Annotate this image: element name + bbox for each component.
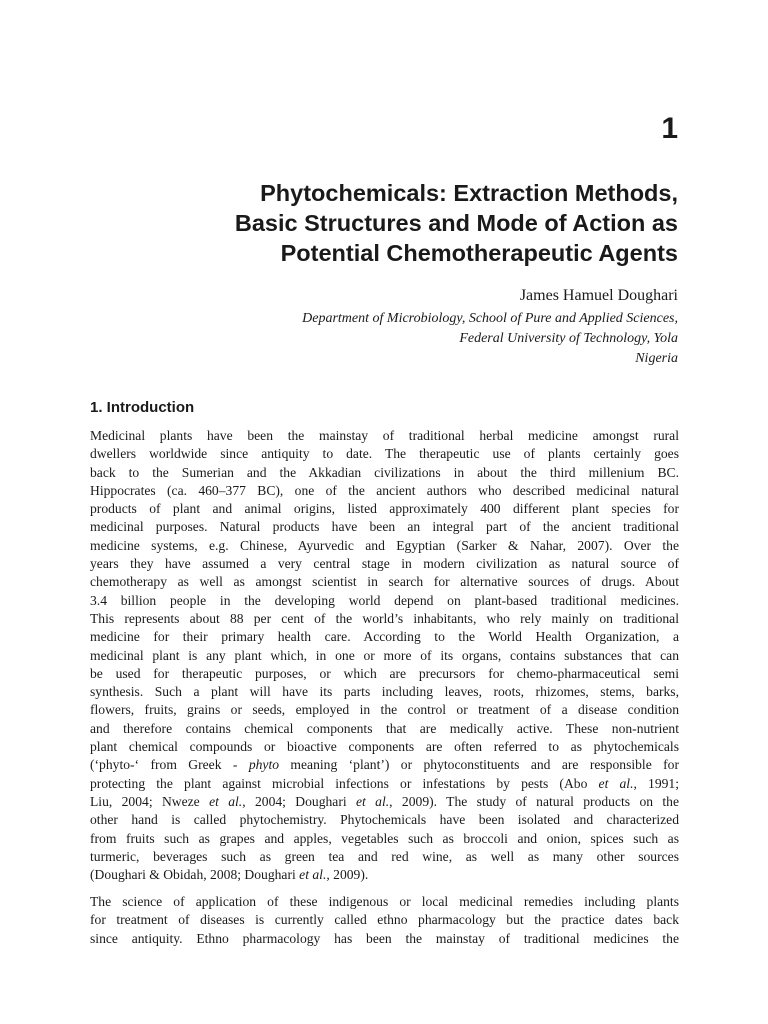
text-line: back to the Sumerian and the Akkadian civilizations in about the third millenium BC. (90, 464, 679, 480)
text-line: (‘phyto-‘ from Greek - phyto meaning ‘plant’) or phytoconstituents and are responsible for (90, 757, 679, 773)
affiliation-line: Department of Microbiology, School of Pure and Applied Sciences, (302, 311, 678, 326)
text-line: years they have assumed a very central stage in modern civilization as natural source of (90, 556, 679, 572)
chapter-title-line: Basic Structures and Mode of Action as (234, 210, 678, 236)
text-line: flowers, fruits, grains or seeds, employed in the control or treatment of a disease condition (90, 702, 679, 718)
section-heading: 1. Introduction (90, 399, 195, 416)
text-line: Medicinal plants have been the mainstay of traditional herbal medicine amongst rural (90, 428, 679, 443)
author-affiliation (158, 309, 678, 369)
paragraph-introduction-2 (90, 893, 679, 948)
affiliation-line: Federal University of Technology, Yola (459, 331, 678, 346)
text-line: other hand is called phytochemistry. Phytochemicals have been isolated and characterized (90, 812, 679, 828)
chapter-title (118, 178, 678, 268)
text-line: This represents about 88 per cent of the world’s inhabitants, who rely mainly on traditional (90, 610, 679, 626)
paragraph-introduction-1 (90, 427, 679, 884)
text-line: medicine for their primary health care. According to the World Health Organization, a (90, 629, 679, 645)
text-line: be used for therapeutic purposes, or which are precursors for chemo-pharmaceutical semi (90, 665, 679, 681)
chapter-title-line: Potential Chemotherapeutic Agents (280, 240, 678, 266)
text-line: medicinal plant is any plant which, in one or more of its organs, contains substances that can (90, 647, 679, 663)
text-line: chemotherapy as well as amongst scientist in search for alternative sources of drugs. About (90, 574, 679, 590)
text-line: products of plant and animal origins, listed approximately 400 different plant species for (90, 501, 679, 517)
affiliation-line: Nigeria (635, 351, 678, 366)
text-line: synthesis. Such a plant will have its parts including leaves, roots, rhizomes, stems, barks, (90, 684, 679, 700)
text-line: protecting the plant against microbial infections or infestations by pests (Abo et al., 1991; (90, 775, 680, 791)
text-line: dwellers worldwide since antiquity to date. The therapeutic use of plants certainly goes (90, 446, 679, 462)
text-line: (Doughari & Obidah, 2008; Doughari et al., 2009). (90, 867, 369, 883)
text-line: since antiquity. Ethno pharmacology has been the mainstay of traditional medicines the (90, 930, 679, 946)
chapter-title-line: Phytochemicals: Extraction Methods, (260, 180, 678, 206)
text-line: Liu, 2004; Nweze et al., 2004; Doughari et al., 2009). The study of natural products on the (90, 793, 680, 809)
text-line: medicinal purposes. Natural products have been an integral part of the ancient traditional (90, 519, 679, 535)
chapter-number: 1 (661, 112, 678, 145)
text-line: 3.4 billion people in the developing world depend on plant-based traditional medicines. (90, 592, 679, 608)
text-line: turmeric, beverages such as green tea and red wine, as well as many other sources (90, 848, 679, 864)
text-line: medicine systems, e.g. Chinese, Ayurvedic and Egyptian (Sarker & Nahar, 2007). Over the (90, 537, 679, 553)
text-line: Hippocrates (ca. 460–377 BC), one of the ancient authors who described medicinal natural (90, 482, 679, 498)
text-line: for treatment of diseases is currently called ethno pharmacology but the practice dates back (90, 912, 679, 928)
text-line: plant chemical compounds or bioactive components are often referred to as phytochemicals (90, 739, 679, 755)
text-line: and therefore contains chemical components that are medically active. These non-nutrient (90, 720, 679, 736)
text-line: The science of application of these indigenous or local medicinal remedies including plants (90, 894, 679, 909)
text-line: from fruits such as grapes and apples, vegetables such as broccoli and onion, spices such as (90, 830, 679, 846)
author-name: James Hamuel Doughari (519, 287, 678, 304)
